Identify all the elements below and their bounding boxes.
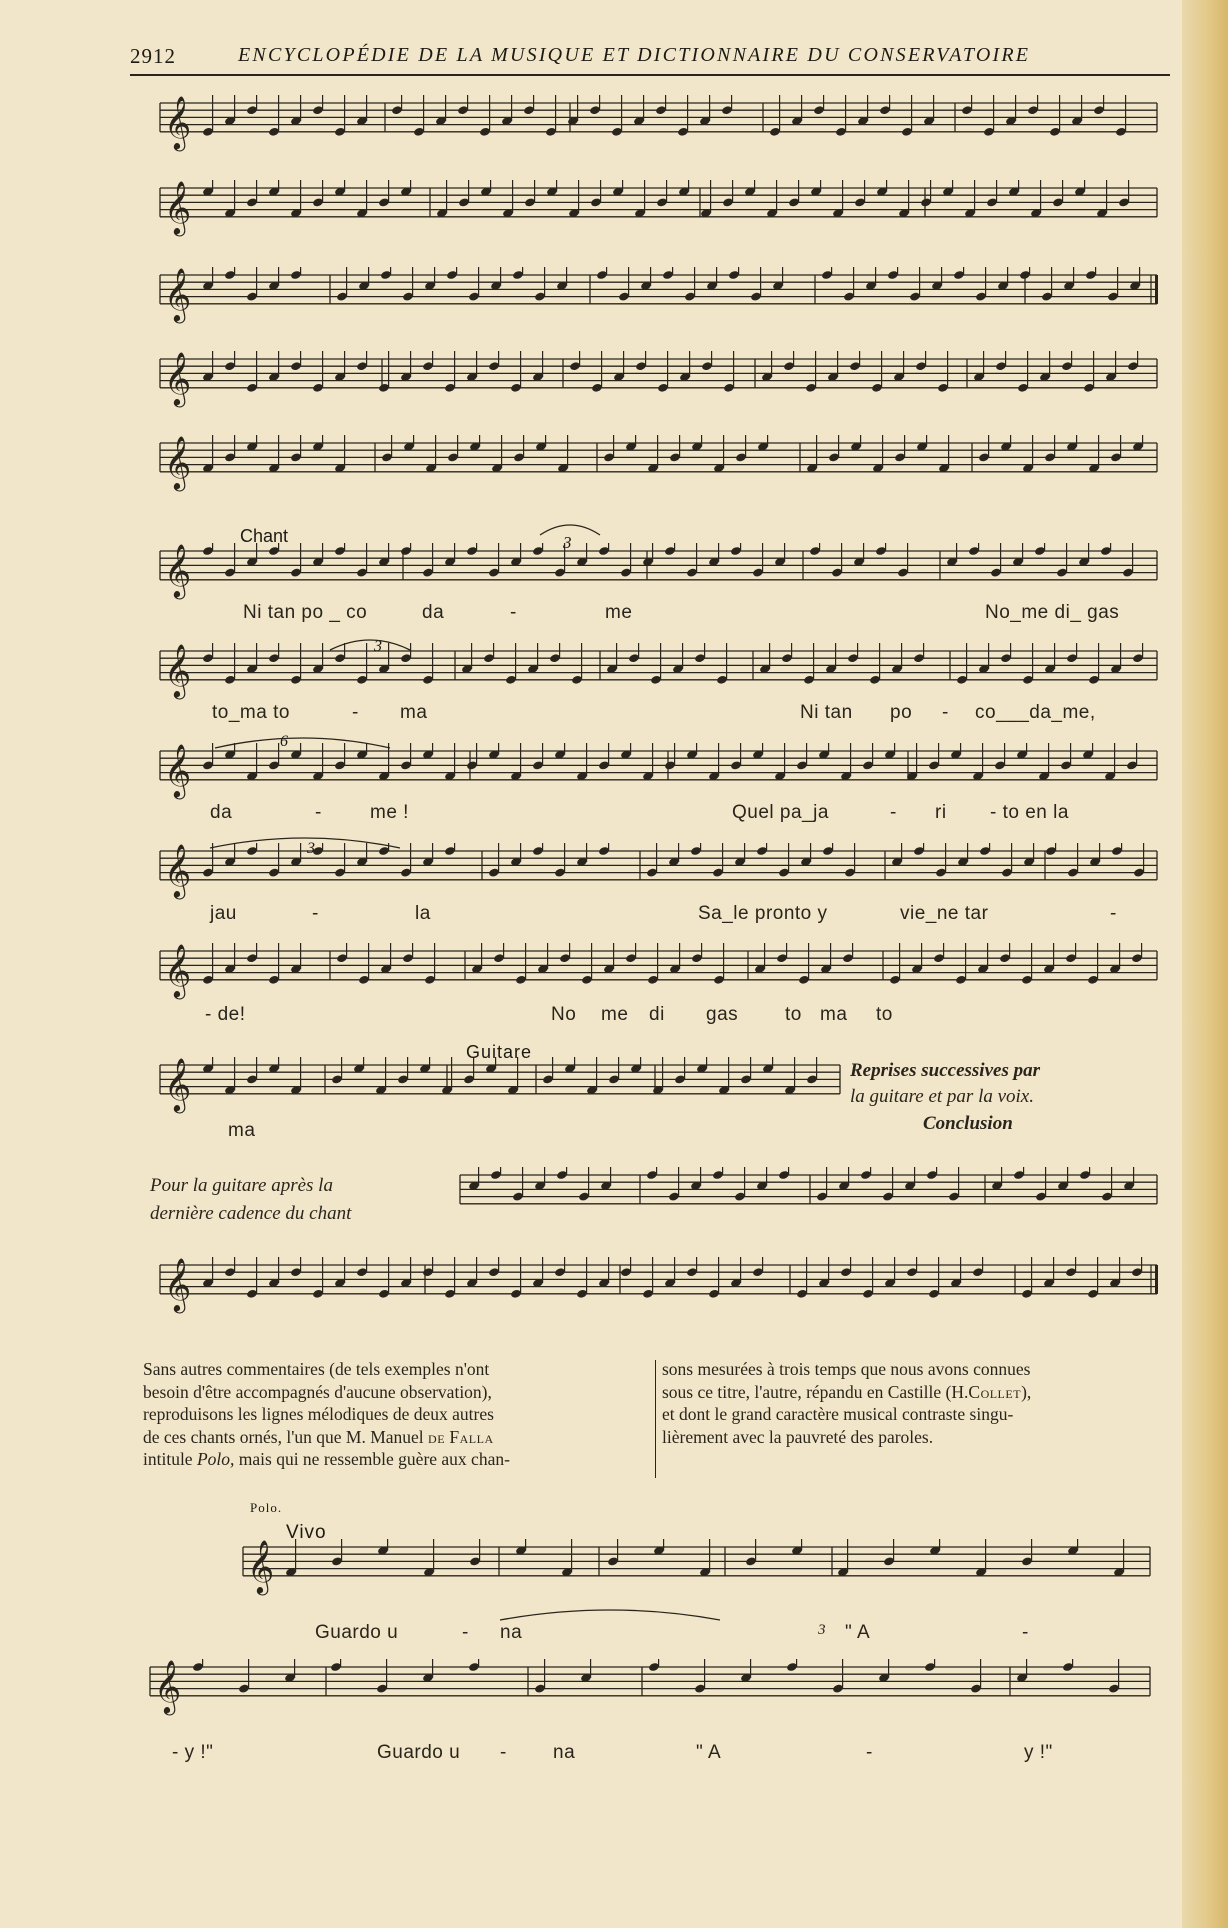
treble-clef-icon: 𝄞 — [164, 1056, 192, 1111]
treble-clef-icon: 𝄞 — [164, 942, 192, 997]
treble-clef-icon: 𝄞 — [164, 434, 192, 489]
treble-clef-icon: 𝄞 — [164, 179, 192, 234]
lyric: No — [551, 1004, 577, 1025]
lyric: y !" — [1024, 1742, 1053, 1763]
guitar-note-2: dernière cadence du chant — [150, 1203, 352, 1224]
treble-clef-icon: 𝄞 — [247, 1538, 275, 1593]
slur-arc — [215, 738, 390, 748]
guitare-label: Guitare — [466, 1042, 533, 1062]
slur-arc — [210, 838, 400, 848]
lyric: - — [352, 702, 359, 723]
running-title: ENCYCLOPÉDIE DE LA MUSIQUE ET DICTIONNAIRE DU CONSERVATOIRE — [238, 44, 1031, 66]
triplet-mark: 3 — [307, 840, 315, 857]
lyric: - y !" — [172, 1742, 214, 1763]
lyric: Ni tan — [800, 702, 853, 723]
slur-arc — [500, 1610, 720, 1620]
lyric: vie_ne tar — [900, 903, 989, 924]
lyric: - — [1022, 1622, 1029, 1643]
lyric: to — [785, 1004, 802, 1025]
lyric: " A — [845, 1622, 871, 1643]
lyric: me ! — [370, 802, 409, 823]
lyric: - — [866, 1742, 873, 1763]
treble-clef-icon: 𝄞 — [154, 1658, 182, 1713]
conclusion-note: Conclusion — [923, 1113, 1013, 1134]
lyric: to — [876, 1004, 893, 1025]
lyric: da — [210, 802, 233, 823]
chant-label: Chant — [240, 526, 289, 546]
notes — [154, 95, 1145, 1715]
lyric: - — [510, 602, 517, 623]
lyric: - — [1110, 903, 1117, 924]
lyric: co___da_me, — [975, 702, 1096, 723]
treble-clef-icon: 𝄞 — [164, 642, 192, 697]
lyric: la — [415, 903, 431, 924]
lyric: to_ma to — [212, 702, 290, 723]
reprises-note-1: Reprises successives par — [850, 1060, 1040, 1081]
lyric: me — [601, 1004, 629, 1025]
body-text-left — [143, 1358, 638, 1471]
lyric: - — [312, 903, 319, 924]
text-line: Sans autres commentaires (de tels exemples n'ont — [143, 1359, 490, 1379]
page-number: 2912 — [130, 44, 176, 68]
lyric: ma — [400, 702, 428, 723]
text-line: et dont le grand caractère musical contraste singu- — [662, 1404, 1014, 1424]
lyric: ma — [228, 1120, 256, 1141]
lyric: Sa_le pronto y — [698, 903, 828, 924]
lyric: po — [890, 702, 913, 723]
lyric: - to en la — [990, 802, 1069, 823]
lyric: Guardo u — [315, 1622, 399, 1643]
slur-arc — [330, 640, 410, 650]
text-line: de ces chants ornés, l'un que M. Manuel de Falla — [143, 1426, 494, 1447]
lyric: - — [500, 1742, 507, 1763]
double-barline — [1155, 275, 1158, 304]
text-line: sons mesurées à trois temps que nous avons connues — [662, 1359, 1031, 1379]
triplet-mark: 3 — [818, 1622, 826, 1638]
text-line: intitule Polo, mais qui ne ressemble guère aux chan- — [143, 1449, 510, 1469]
polo-label: Polo. — [250, 1500, 283, 1515]
treble-clef-icon: 𝄞 — [164, 742, 192, 797]
lyric: - de! — [205, 1004, 246, 1025]
lyric: di — [649, 1004, 665, 1025]
text-line: reproduisons les lignes mélodiques de deux autres — [143, 1404, 494, 1424]
lyric: - — [942, 702, 949, 723]
treble-clef-icon: 𝄞 — [164, 266, 192, 321]
lyric: Guardo u — [377, 1742, 461, 1763]
treble-clef-icon: 𝄞 — [164, 842, 192, 897]
double-barline — [1155, 1265, 1158, 1294]
treble-clef-icon: 𝄞 — [164, 542, 192, 597]
treble-clef-icon: 𝄞 — [164, 94, 192, 149]
treble-clef-icon: 𝄞 — [164, 350, 192, 405]
triplet-mark: 3 — [374, 638, 382, 655]
sextuplet-mark: 6 — [280, 733, 288, 750]
lyric: Ni tan po _ co — [243, 602, 368, 623]
lyric: - — [315, 802, 322, 823]
lyric: Quel pa_ja — [732, 802, 829, 823]
text-line: besoin d'être accompagnés d'aucune observation), — [143, 1381, 492, 1402]
reprises-note-2: la guitare et par la voix. — [850, 1086, 1034, 1107]
lyric: " A — [696, 1742, 722, 1763]
lyric: ma — [820, 1004, 848, 1025]
guitar-note-1: Pour la guitare après la — [150, 1175, 333, 1196]
treble-clef-icon: 𝄞 — [164, 1256, 192, 1311]
column-divider — [655, 1360, 656, 1478]
lyric: No_me di_ gas — [985, 602, 1120, 623]
lyric: me — [605, 602, 633, 623]
lyric: jau — [210, 903, 237, 924]
lyric: ri — [935, 802, 947, 823]
lyric: - — [462, 1622, 469, 1643]
body-text-right — [662, 1358, 1182, 1448]
lyric: na — [553, 1742, 576, 1763]
lyric: na — [500, 1622, 523, 1643]
lyric: - — [890, 802, 897, 823]
lyric: gas — [706, 1004, 739, 1025]
lyric: da — [422, 602, 445, 623]
text-line: sous ce titre, l'autre, répandu en Castille (H.Collet), — [662, 1381, 1032, 1402]
text-line: lièrement avec la pauvreté des paroles. — [662, 1426, 934, 1447]
triplet-mark: 3 — [563, 533, 572, 552]
vivo-label: Vivo — [286, 1522, 327, 1543]
